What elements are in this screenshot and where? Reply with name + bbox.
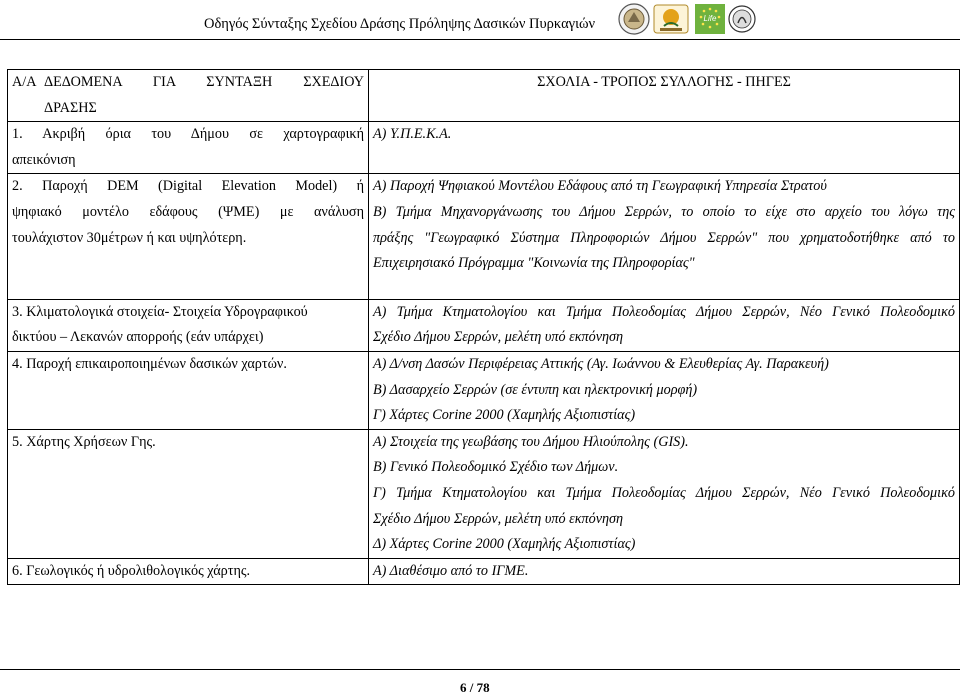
row-1-data-line: 1. Ακριβή όρια του Δήμου σε χαρτογραφική <box>12 126 364 143</box>
table-row <box>8 174 960 299</box>
row-3-data-line: 3. Κλιματολογικά στοιχεία- Στοιχεία Υδρογραφικού <box>12 303 308 320</box>
table-row <box>8 122 960 174</box>
column-sources-title: ΣΧΟΛΙΑ - ΤΡΟΠΟΣ ΣΥΛΛΟΓΗΣ - ΠΗΓΕΣ <box>369 70 960 122</box>
municipality-seal-icon <box>617 2 651 36</box>
row-3-data-line: δικτύου – Λεκανών απορροής (εάν υπάρχει) <box>12 329 264 346</box>
row-2-data-line: τουλάχιστον 30μέτρων ή και υψηλότερη. <box>12 229 247 246</box>
row-6-sources <box>369 558 960 585</box>
academy-seal-icon <box>727 2 757 36</box>
row-2-data-line: 2. Παροχή DEM (Digital Elevation Model) ή <box>12 178 364 195</box>
row-2-data <box>8 174 369 299</box>
document-title: Οδηγός Σύνταξης Σχεδίου Δράσης Πρόληψης Δασικών Πυρκαγιών <box>204 16 596 32</box>
header-left-cell <box>8 70 369 122</box>
row-5-source-line: Δ) Χάρτες Corine 2000 (Χαμηλής Αξιοπιστίας) <box>373 536 636 553</box>
row-4-data <box>8 351 369 429</box>
row-2-source-line: πράξης "Γεωγραφικό Σύστημα Πληροφοριών Δήμου Σερρών" που χρηματοδοτήθηκε από το <box>373 229 955 246</box>
data-sources-table <box>7 69 960 585</box>
row-2-source-line: Α) Παροχή Ψηφιακού Μοντέλου Εδάφους από τη Γεωγραφική Υπηρεσία Στρατού <box>373 178 827 195</box>
page-number: 6 / 78 <box>460 680 490 695</box>
table-row <box>8 429 960 558</box>
row-3-source-line: Σχέδιο Δήμου Σερρών, μελέτη υπό εκπόνηση <box>373 329 624 346</box>
row-1-source-line: Α) Υ.Π.Ε.Κ.Α. <box>373 126 452 143</box>
row-5-source-line: Α) Στοιχεία της γεωβάσης του Δήμου Ηλιούπολης (GIS). <box>373 433 689 450</box>
eu-life-logo-icon <box>694 2 726 36</box>
row-5-source-line: Σχέδιο Δήμου Σερρών, μελέτη υπό εκπόνηση <box>373 510 624 527</box>
row-3-data <box>8 299 369 351</box>
row-5-source-line: Β) Γενικό Πολεοδομικό Σχέδιο των Δήμων. <box>373 459 619 476</box>
row-1-data <box>8 122 369 174</box>
project-logo-icon <box>652 2 690 36</box>
row-4-data-line: 4. Παροχή επικαιροποιημένων δασικών χαρτών. <box>12 355 287 372</box>
row-3-sources <box>369 299 960 351</box>
row-4-sources <box>369 351 960 429</box>
svg-text:Life: Life <box>703 14 717 23</box>
table-row <box>8 351 960 429</box>
row-2-source-line: Β) Τμήμα Μηχανοργάνωσης του Δήμου Σερρών, το οποίο το είχε στο αρχείο του λόγω της <box>373 203 955 220</box>
row-4-source-line: Γ) Χάρτες Corine 2000 (Χαμηλής Αξιοπιστίας) <box>373 407 636 424</box>
footer-divider <box>0 669 960 670</box>
row-2-source-line: Επιχειρησιακό Πρόγραμμα "Κοινωνία της Πληροφορίας" <box>373 255 695 272</box>
row-4-source-line: Β) Δασαρχείο Σερρών (σε έντυπη και ηλεκτρονική μορφή) <box>373 381 698 398</box>
row-6-data <box>8 558 369 585</box>
row-6-data-line: 6. Γεωλογικός ή υδρολιθολογικός χάρτης. <box>12 562 251 579</box>
header-divider <box>0 39 960 40</box>
row-5-source-line: Γ) Τμήμα Κτηματολογίου και Τμήμα Πολεοδομίας Δήμου Σερρών, Νέο Γενικό Πολεοδομικό <box>373 484 955 501</box>
column-data-title: ΔΕΔΟΜΕΝΑ ΓΙΑ ΣΥΝΤΑΞΗ ΣΧΕΔΙΟΥ <box>44 74 364 90</box>
row-6-source-line: Α) Διαθέσιμο από το ΙΓΜΕ. <box>373 562 529 579</box>
row-5-data-line: 5. Χάρτης Χρήσεων Γης. <box>12 433 156 450</box>
table-row <box>8 558 960 585</box>
row-3-source-line: Α) Τμήμα Κτηματολογίου και Τμήμα Πολεοδομίας Δήμου Σερρών, Νέο Γενικό Πολεοδομικό <box>373 303 955 320</box>
row-5-data <box>8 429 369 558</box>
column-data-title-cont: ΔΡΑΣΗΣ <box>44 99 97 116</box>
table-row <box>8 299 960 351</box>
column-number-label: Α/Α <box>12 74 37 90</box>
page-header <box>0 0 960 44</box>
row-1-data-line: απεικόνιση <box>12 151 76 168</box>
row-4-source-line: Α) Δ/νση Δασών Περιφέρειας Αττικής (Αγ. Ιωάννου & Ελευθερίας Αγ. Παρακευή) <box>373 355 829 372</box>
row-2-sources <box>369 174 960 299</box>
row-1-sources <box>369 122 960 174</box>
row-2-data-line: ψηφιακό μοντέλο εδάφους (ΨΜΕ) με ανάλυση <box>12 203 364 220</box>
table-header-row <box>8 70 960 122</box>
row-5-sources <box>369 429 960 558</box>
